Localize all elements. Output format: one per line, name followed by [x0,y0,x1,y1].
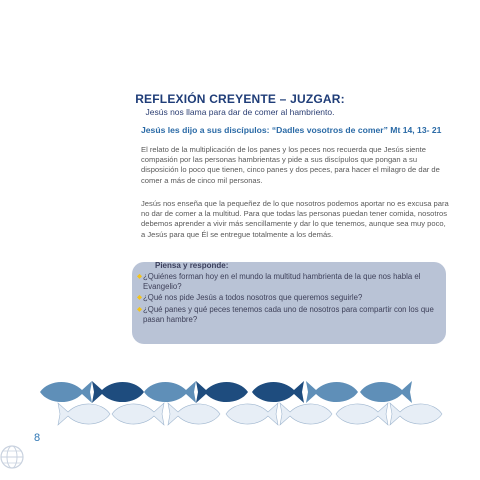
yellow-diamond-bullet-icon: ◆ [137,294,142,301]
fish-border-icon [40,372,450,432]
question-text: ¿Quiénes forman hoy en el mundo la multitud hambrienta de la que nos habla el Evangelio? [143,272,421,291]
paragraph-1: El relato de la multiplicación de los panes y los peces nos recuerda que Jesús siente compasión por las personas hambrientas y pide a sus discípulos que pongan a su disposición lo poco que tienen, cinco panes y dos peces, para hacer el milagro de dar de comer a más de cinco mil personas. [141,145,440,185]
section-subtitle: Jesús nos llama para dar de comer al hambriento. [145,107,335,117]
questions-box-title: Piensa y responde: [155,261,229,270]
yellow-diamond-bullet-icon: ◆ [137,306,142,313]
question-text: ¿Qué nos pide Jesús a todos nosotros que queremos seguirle? [143,293,363,302]
question-item [137,305,437,325]
section-title: REFLEXIÓN CREYENTE – JUZGAR: [135,92,345,106]
page-number: 8 [34,432,41,444]
paragraph-2: Jesús nos enseña que la pequeñez de lo que nosotros podemos aportar no es excusa para no dar de comer a la multitud. Para que todas las personas puedan tener comida, nosotros debemos aprender a vivir más sencillamente y dar lo que tenemos, aunque sea muy poco, a Jesús para que Él se entregue totalmente a los demás. [141,199,449,239]
question-text: ¿Qué panes y qué peces tenemos cada uno de nosotros para compartir con los que pasan hambre? [143,305,434,324]
question-item [137,272,437,292]
globe-logo-icon [0,441,28,473]
bible-quote: Jesús les dijo a sus discípulos: “Dadles vosotros de comer” Mt 14, 13- 21 [141,125,442,135]
yellow-diamond-bullet-icon: ◆ [137,273,142,280]
question-item [137,293,437,303]
